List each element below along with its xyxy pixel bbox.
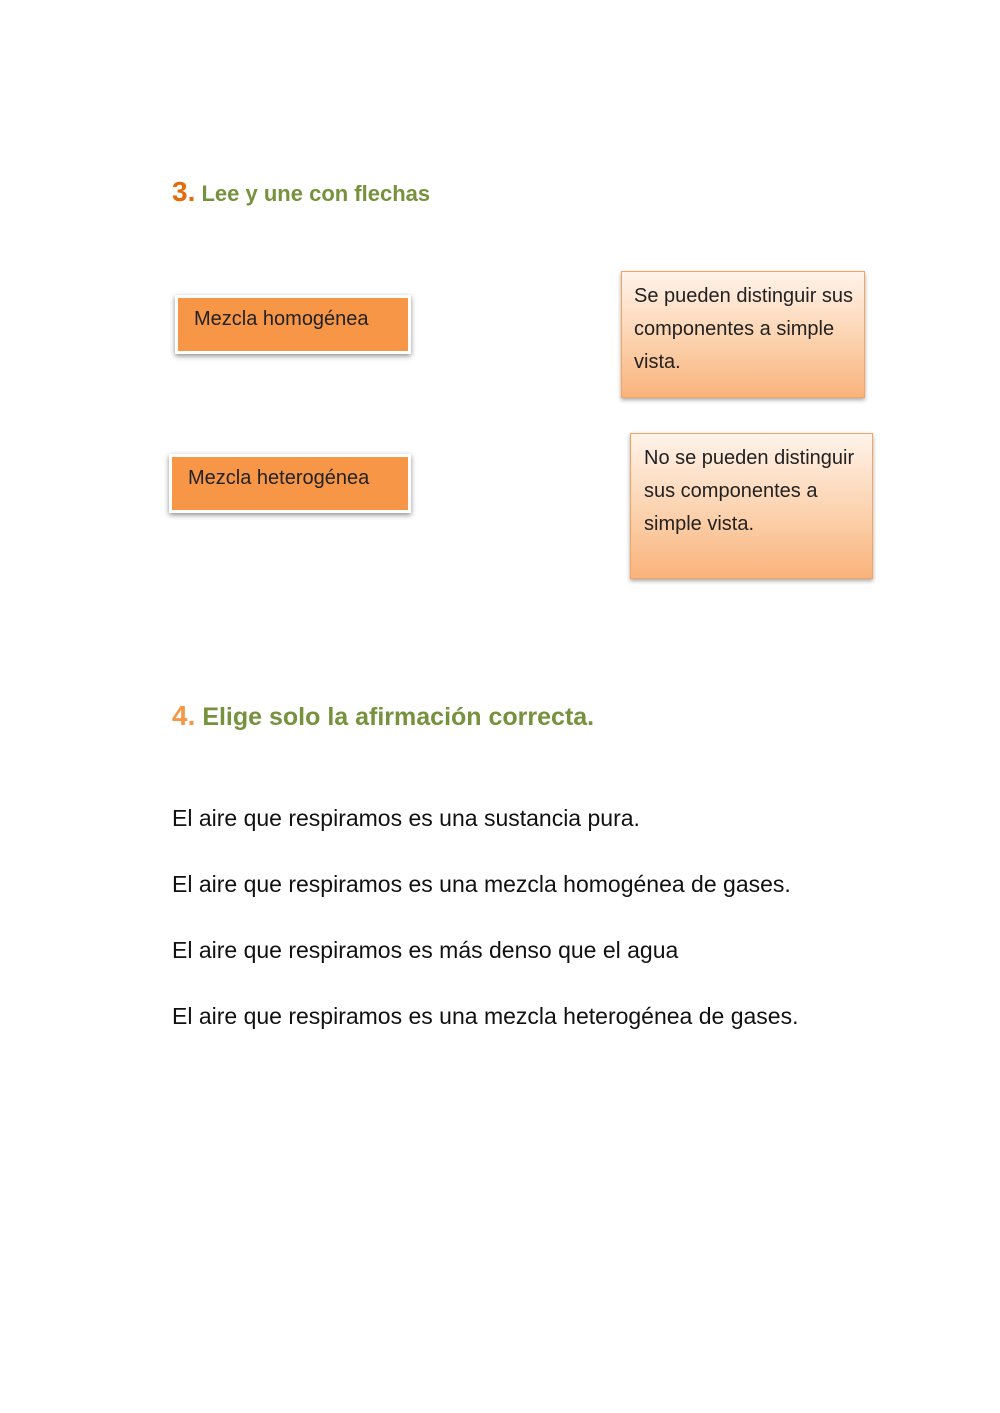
statement-option[interactable]: El aire que respiramos es más denso que el agua: [172, 937, 679, 963]
statement-option[interactable]: El aire que respiramos es una mezcla homogénea de gases.: [172, 871, 791, 897]
definition-box-not-distinguish[interactable]: No se pueden distinguir sus componentes a simple vista.: [630, 433, 873, 579]
section-3-heading: [172, 176, 430, 208]
section-4-heading: [172, 700, 594, 732]
statement-options: [172, 800, 798, 1064]
section-4-number: 4.: [172, 700, 196, 731]
definition-box-distinguish[interactable]: Se pueden distinguir sus componentes a simple vista.: [621, 271, 865, 398]
term-box-mezcla-heterogenea[interactable]: Mezcla heterogénea: [169, 454, 411, 513]
statement-option[interactable]: El aire que respiramos es una mezcla heterogénea de gases.: [172, 1003, 799, 1029]
statement-option[interactable]: El aire que respiramos es una sustancia pura.: [172, 805, 640, 831]
section-3-title: Lee y une con flechas: [201, 181, 431, 206]
term-box-mezcla-homogenea[interactable]: Mezcla homogénea: [175, 295, 411, 354]
section-4-title: Elige solo la afirmación correcta.: [202, 703, 595, 731]
section-3-number: 3.: [172, 176, 196, 207]
